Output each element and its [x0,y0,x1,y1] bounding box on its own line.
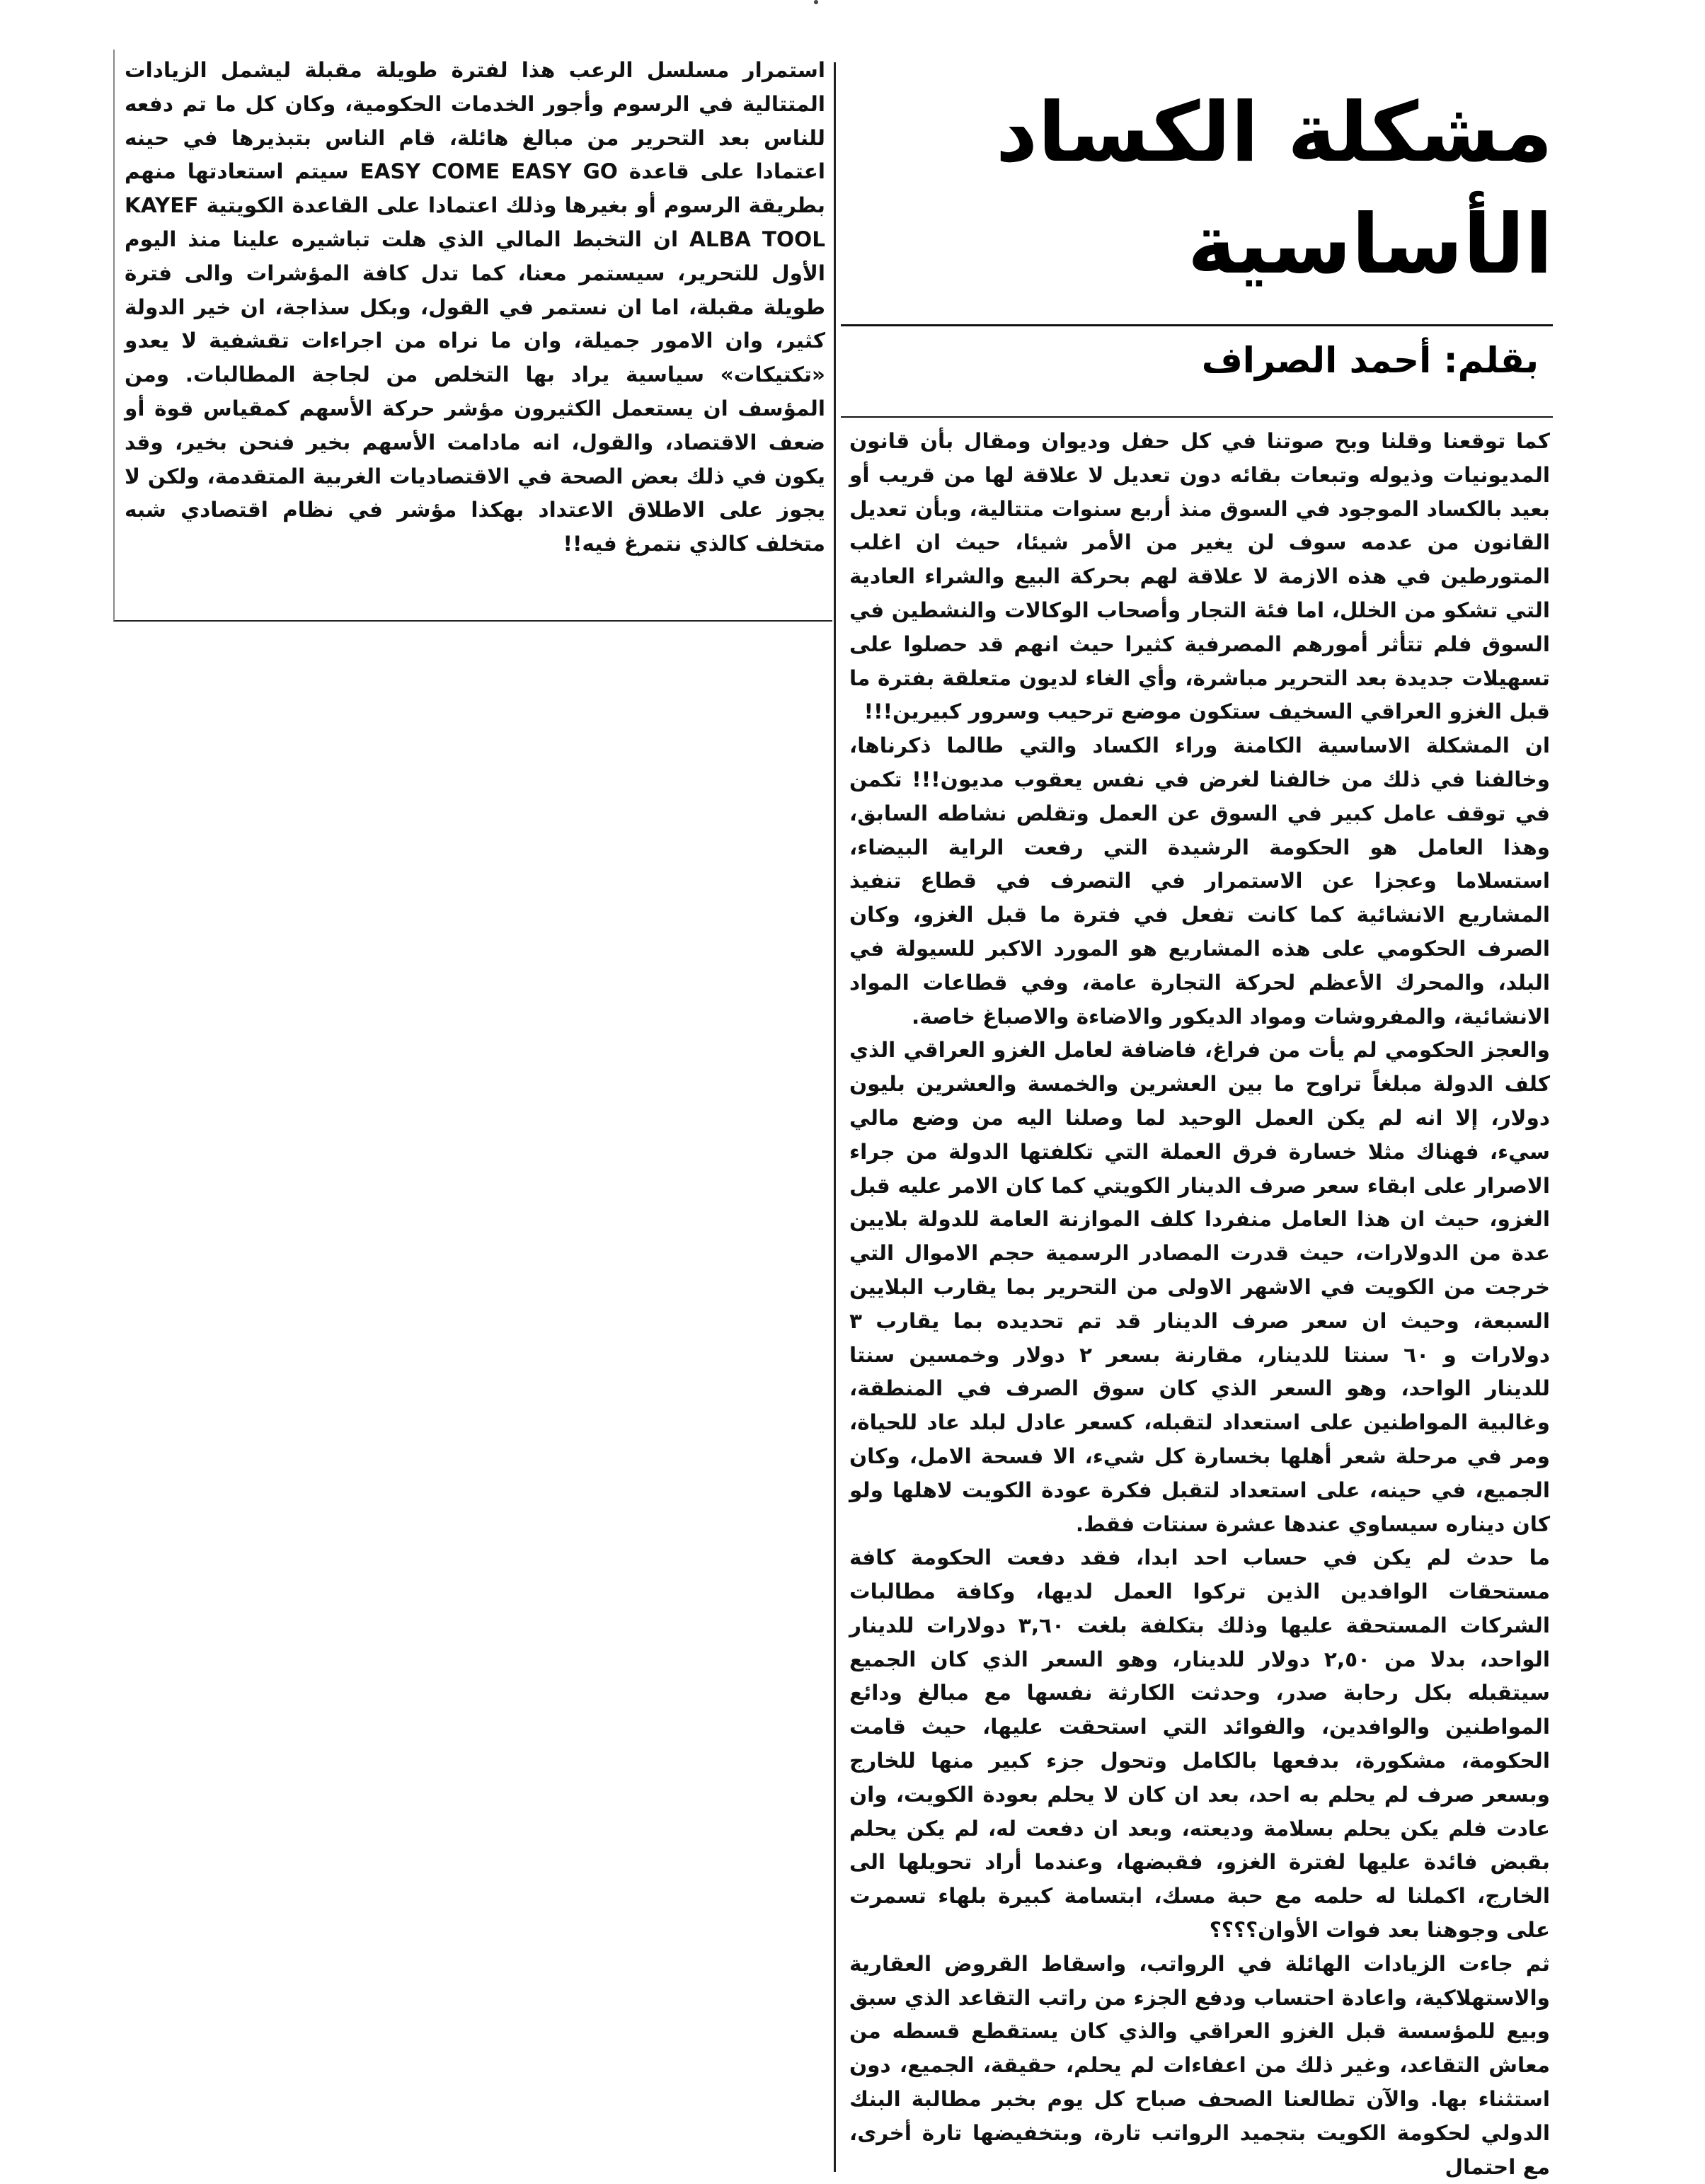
article-paragraph: ما حدث لم يكن في حساب احد ابدا، فقد دفعت الحكومة كافة مستحقات الوافدين الذين تركوا العمل لديها، وكافة مطالبات الشركات المستحقة عليها وذلك بتكلفة بلغت ٣,٦٠ دولارات للدينار الواحد، بدلا من ٢,٥٠ دولار للدينار، وهو السعر الذي كان الجميع سيتقبله بكل رحابة صدر، وحدثت الكارثة نفسها مع مبالغ ودائع المواطنين والوافدين، والفوائد التي استحقت عليها، حيث قامت الحكومة، مشكورة، بدفعها بالكامل وتحول جزء كبير منها للخارج وبسعر صرف لم يحلم به احد، بعد ان كان لا يحلم بعودة الكويت، وان عادت فلم يكن يحلم بسلامة وديعته، وبعد ان دفعت له، لم يكن يحلم بقبض فائدة عليها لفترة الغزو، فقبضها، وعندما أراد تحويلها الى الخارج، اكملنا له حلمه مع حبة مسك، ابتسامة كبيرة بلهاء تسمرت على وجوهنا بعد فوات الأوان؟؟؟؟ [849,1545,1550,1943]
page-mark [814,0,818,4]
article-body [849,425,1550,2184]
byline: بقلم: أحمد الصراف [1201,340,1539,381]
article-paragraph: ثم جاءت الزيادات الهائلة في الرواتب، واسقاط القروض العقارية والاستهلاكية، واعادة احتساب ودفع الجزء من راتب التقاعد الذي سبق وبيع للمؤسسة قبل الغزو العراقي والذي كان يستقطع قسطه من معاش التقاعد، وغير ذلك من اعفاءات لم يحلم، حقيقة، الجميع، دون استثناء بها. والآن تطالعنا الصحف صباح كل يوم بخبر مطالبة البنك الدولي لحكومة الكويت بتجميد الرواتب تارة، وبتخفيضها تارة أخرى، مع احتمال [849,1951,1550,2179]
continuation-paragraph [125,54,825,561]
continuation-text: سيتم استعادتها منهم بطريقة الرسوم أو بغيرها وذلك اعتمادا على القاعدة الكويتية [125,159,825,218]
article-paragraph: كما توقعنا وقلنا وبح صوتنا في كل حفل وديوان ومقال بأن قانون المديونيات وذيوله وتبعات بقائه دون تعديل لا علاقة لها من قريب أو بعيد بالكساد الموجود في السوق منذ أربع سنوات متتالية، وبأن تعديل القانون من عدمه سوف لن يغير من الأمر شيئا، حيث ان اغلب المتورطين في هذه الازمة لا علاقة لهم بحركة البيع والشراء العادية التي تشكو من الخلل، اما فئة التجار وأصحاب الوكالات والنشطين في السوق فلم تتأثر أمورهم المصرفية كثيرا حيث انهم قد حصلوا على تسهيلات جديدة بعد التحرير مباشرة، وأي الغاء لديون متعلقة بفترة ما قبل الغزو العراقي السخيف ستكون موضع ترحيب وسرور كبيرين!!! [849,429,1550,724]
article-paragraph: والعجز الحكومي لم يأت من فراغ، فاضافة لعامل الغزو العراقي الذي كلف الدولة مبلغاً تراوح ما بين العشرين والخمسة والعشرين بليون دولار، إلا انه لم يكن العمل الوحيد لما وصلنا اليه من وضع مالي سيء، فهناك مثلا خسارة فرق العملة التي تكلفتها الدولة من جراء الاصرار على ابقاء سعر صرف الدينار الكويتي كما كان الامر عليه قبل الغزو، حيث ان هذا العامل منفردا كلف الموازنة العامة للدولة بلايين عدة من الدولارات، حيث قدرت المصادر الرسمية حجم الاموال التي خرجت من الكويت في الاشهر الاولى من التحرير بما يقارب البلايين السبعة، وحيث ان سعر صرف الدينار قد تم تحديده بما يقارب ٣ دولارات و ٦٠ سنتا للدينار، مقارنة بسعر ٢ دولار وخمسين سنتا للدينار الواحد، وهو السعر الذي كان سوق الصرف في المنطقة، وغالبية المواطنين على استعداد لتقبله، كسعر عادل لبلد عاد للحياة، ومر في مرحلة شعر أهلها بخسارة كل شيء، الا فسحة الامل، وكان الجميع، في حينه، على استعداد لتقبل فكرة عودة الكويت لاهلها ولو كان ديناره سيساوي عندها عشرة سنتات فقط. [849,1038,1551,1536]
continuation-body [125,54,825,561]
main-article-column [834,62,1553,2179]
headline-line-2: الأساسية [1187,197,1553,292]
latin-phrase: KAYEF ALBA TOOL [125,193,825,251]
continuation-column [113,50,832,622]
continuation-text: استمرار مسلسل الرعب هذا لفترة طويلة مقبلة ليشمل الزيادات المتتالية في الرسوم وأجور الخدمات الحكومية، وكان كل ما تم دفعه للناس بعد التحرير من مبالغ هائلة، قام الناس بتبذيرها في حينه اعتمادا على قاعدة [125,58,825,184]
article-paragraph: ان المشكلة الاساسية الكامنة وراء الكساد والتي طالما ذكرناها، وخالفنا في ذلك من خالفنا لغرض في نفس يعقوب مديون!!! تكمن في توقف عامل كبير في السوق عن العمل وتقلص نشاطه السابق، وهذا العامل هو الحكومة الرشيدة التي رفعت الراية البيضاء، استسلاما وعجزا عن الاستمرار في التصرف في قطاع تنفيذ المشاريع الانشائية كما كانت تفعل في فترة ما قبل الغزو، وكان الصرف الحكومي على هذه المشاريع هو المورد الاكبر للسيولة في البلد، والمحرك الأعظم لحركة التجارة عامة، وفي قطاعات المواد الانشائية، والمفروشات ومواد الديكور والاضاءة والاصباغ خاصة. [849,733,1550,1029]
continuation-text: ان التخبط المالي الذي هلت تباشيره علينا منذ اليوم الأول للتحرير، سيستمر معنا، كما تدل كافة المؤشرات والى فترة طويلة مقبلة، اما ان نستمر في القول، وبكل سذاجة، ان خير الدولة كثير، وان الامور جميلة، وان ما نراه من اجراءات تقشفية لا يعدو «تكتيكات» سياسية يراد بها التخلص من لجاجة المطالبات. ومن المؤسف ان يستعمل الكثيرون مؤشر حركة الأسهم كمقياس قوة أو ضعف الاقتصاد، والقول، انه مادامت الأسهم بخير فنحن بخير، وقد يكون في ذلك بعض الصحة في الاقتصاديات الغربية المتقدمة، ولكن لا يجوز على الاطلاق الاعتداد بهكذا مؤشر في نظام اقتصادي شبه متخلف كالذي نتمرغ فيه!! [125,227,825,556]
latin-phrase: EASY COME EASY GO [360,159,618,184]
headline-line-1: مشكلة الكساد [995,85,1553,181]
headline-rule [841,324,1553,326]
byline-rule [841,416,1553,418]
